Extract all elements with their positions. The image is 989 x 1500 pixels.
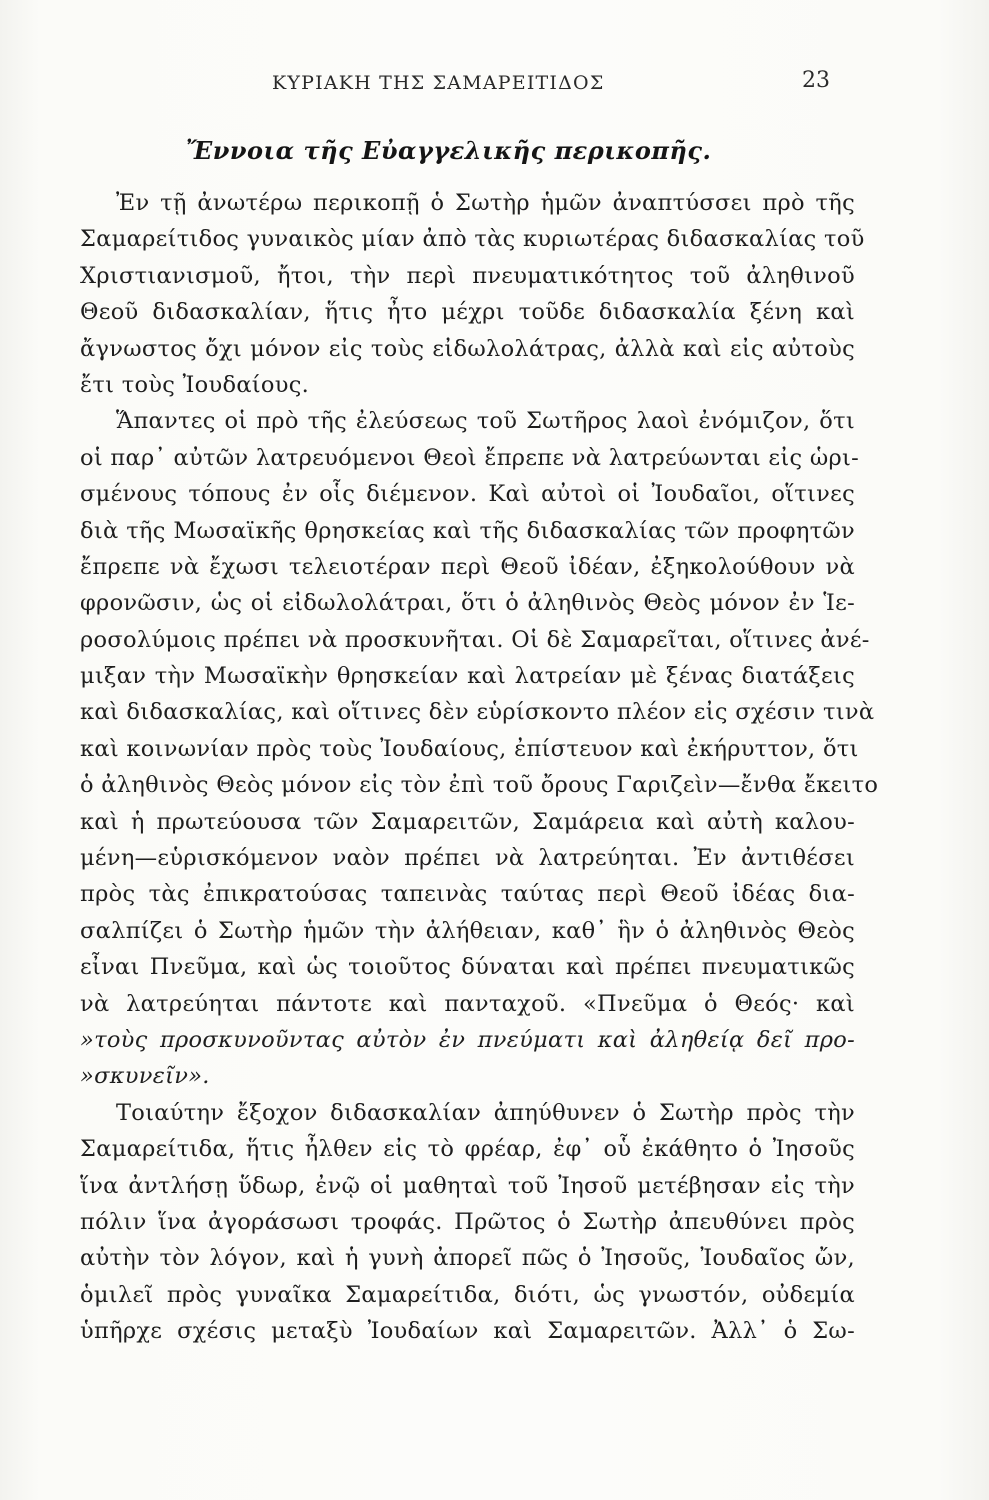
text-line: φρονῶσιν, ὡς οἱ εἰδωλολάτραι, ὅτι ὁ ἀληθινὸς Θεὸς μόνον ἐν Ἱε- [80,590,855,617]
text-line: Χριστιανισμοῦ, ἤτοι, τὴν περὶ πνευματικότητος τοῦ ἀληθινοῦ [80,262,855,289]
text-line: καὶ διδασκαλίας, καὶ οἵτινες δὲν εὑρίσκοντο πλέον εἰς σχέσιν τινὰ [80,699,875,726]
text-line: Θεοῦ διδασκαλίαν, ἥτις ἦτο μέχρι τοῦδε διδασκαλία ξένη καὶ [80,299,855,326]
text-line: εἶναι Πνεῦμα, καὶ ὡς τοιοῦτος δύναται καὶ πρέπει πνευματικῶς [80,954,855,981]
text-line: ἔτι τοὺς Ἰουδαίους. [80,371,310,398]
text-line: σαλπίζει ὁ Σωτὴρ ἡμῶν τὴν ἀλήθειαν, καθ᾽ ἣν ὁ ἀληθινὸς Θεὸς [80,917,855,944]
text-line: Ἅπαντες οἱ πρὸ τῆς ἐλεύσεως τοῦ Σωτῆρος λαοὶ ἐνόμιζον, ὅτι [116,408,855,435]
text-line: ροσολύμοις πρέπει νὰ προσκυνῆται. Οἱ δὲ Σαμαρεῖται, οἵτινες ἀνέ- [80,626,870,653]
text-line: ὑπῆρχε σχέσις μεταξὺ Ἰουδαίων καὶ Σαμαρειτῶν. Ἀλλ᾽ ὁ Σω- [80,1318,855,1345]
text-line: ἄγνωστος ὄχι μόνον εἰς τοὺς εἰδωλολάτρας, ἀλλὰ καὶ εἰς αὐτοὺς [80,335,855,362]
text-line: πρὸς τὰς ἐπικρατούσας ταπεινὰς ταύτας περὶ Θεοῦ ἰδέας δια- [80,881,855,908]
text-line: νὰ λατρεύηται πάντοτε καὶ πανταχοῦ. «Πνεῦμα ὁ Θεός· καὶ [80,990,855,1017]
body-text [80,185,879,1350]
text-line: Σαμαρείτιδος γυναικὸς μίαν ἀπὸ τὰς κυριωτέρας διδασκαλίας τοῦ [80,226,865,253]
text-line: μιξαν τὴν Μωσαϊκὴν θρησκείαν καὶ λατρείαν μὲ ξένας διατάξεις [80,663,855,690]
text-line: αὐτὴν τὸν λόγον, καὶ ἡ γυνὴ ἀπορεῖ πῶς ὁ Ἰησοῦς, Ἰουδαῖος ὤν, [80,1245,855,1272]
text-line: Ἐν τῇ ἀνωτέρω περικοπῇ ὁ Σωτὴρ ἡμῶν ἀναπτύσσει πρὸ τῆς [116,190,855,216]
text-line: »σκυνεῖν». [80,1063,210,1090]
text-line: οἱ παρ᾽ αὐτῶν λατρευόμενοι Θεοὶ ἔπρεπε νὰ λατρεύωνται εἰς ὡρι- [80,444,860,471]
text-line: Σαμαρείτιδα, ἥτις ἦλθεν εἰς τὸ φρέαρ, ἐφ᾽ οὗ ἐκάθητο ὁ Ἰησοῦς [80,1136,855,1163]
text-line: πόλιν ἵνα ἀγοράσωσι τροφάς. Πρῶτος ὁ Σωτὴρ ἀπευθύνει πρὸς [80,1208,855,1235]
text-line: »τοὺς προσκυνοῦντας αὐτὸν ἐν πνεύματι καὶ ἀληθείᾳ δεῖ προ- [80,1026,855,1053]
page-number: 23 [802,68,830,93]
section-title: Ἔννοια τῆς Εὐαγγελικῆς περικοπῆς. [186,136,712,165]
running-head: ΚΥΡΙΑΚΗ ΤΗΣ ΣΑΜΑΡΕΙΤΙΔΟΣ [272,72,605,94]
text-line: καὶ ἡ πρωτεύουσα τῶν Σαμαρειτῶν, Σαμάρεια καὶ αὐτὴ καλου- [80,808,855,835]
text-line: ἔπρεπε νὰ ἔχωσι τελειοτέραν περὶ Θεοῦ ἰδέαν, ἐξηκολούθουν νὰ [80,553,855,580]
text-line: καὶ κοινωνίαν πρὸς τοὺς Ἰουδαίους, ἐπίστευον καὶ ἐκήρυττον, ὅτι [80,735,859,762]
text-line: Τοιαύτην ἔξοχον διδασκαλίαν ἀπηύθυνεν ὁ Σωτὴρ πρὸς τὴν [116,1099,855,1126]
text-line: ἵνα ἀντλήσῃ ὕδωρ, ἐνῷ οἱ μαθηταὶ τοῦ Ἰησοῦ μετέβησαν εἰς τὴν [80,1172,855,1199]
text-line: ὁ ἀληθινὸς Θεὸς μόνον εἰς τὸν ἐπὶ τοῦ ὄρους Γαριζεὶν—ἔνθα ἔκειτο [80,772,879,799]
text-line: ὁμιλεῖ πρὸς γυναῖκα Σαμαρείτιδα, διότι, ὡς γνωστόν, οὐδεμία [80,1281,855,1308]
text-line: διὰ τῆς Μωσαϊκῆς θρησκείας καὶ τῆς διδασκαλίας τῶν προφητῶν [80,517,855,544]
text-line: σμένους τόπους ἐν οἷς διέμενον. Καὶ αὐτοὶ οἱ Ἰουδαῖοι, οἵτινες [80,481,855,508]
text-line: μένη—εὑρισκόμενον ναὸν πρέπει νὰ λατρεύηται. Ἐν ἀντιθέσει [80,845,855,872]
